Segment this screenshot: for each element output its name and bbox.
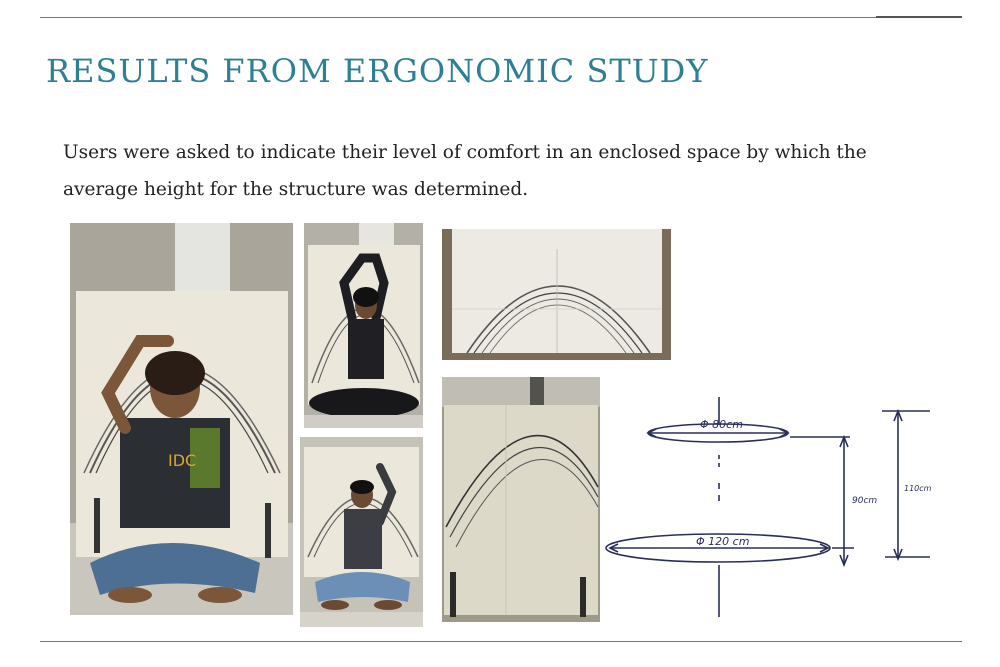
description-paragraph: Users were asked to indicate their level of comfort in an enclosed space by which the average height for the structure was determined. xyxy=(63,142,867,200)
bottom-diameter-label: Φ 120 cm xyxy=(696,535,750,548)
top-diameter-label: Φ 80cm xyxy=(700,418,743,431)
photo-man-seated-hand-on-head xyxy=(70,223,293,615)
top-rule-accent xyxy=(876,16,962,18)
photo-man-seated-arm-raised xyxy=(300,437,423,627)
top-rule xyxy=(40,17,962,18)
bottom-rule xyxy=(40,641,962,642)
dimension-sketch xyxy=(600,395,940,620)
photo-arc-markings-board xyxy=(442,377,600,622)
page-title: RESULTS FROM ERGONOMIC STUDY xyxy=(46,52,709,90)
inner-height-label: 90cm xyxy=(852,496,878,506)
shirt-logo-text: IDC xyxy=(168,451,197,470)
photo-woman-arms-raised xyxy=(304,223,423,428)
outer-height-label: 110cm xyxy=(904,484,932,493)
photo-arc-markings-closeup xyxy=(442,229,671,360)
